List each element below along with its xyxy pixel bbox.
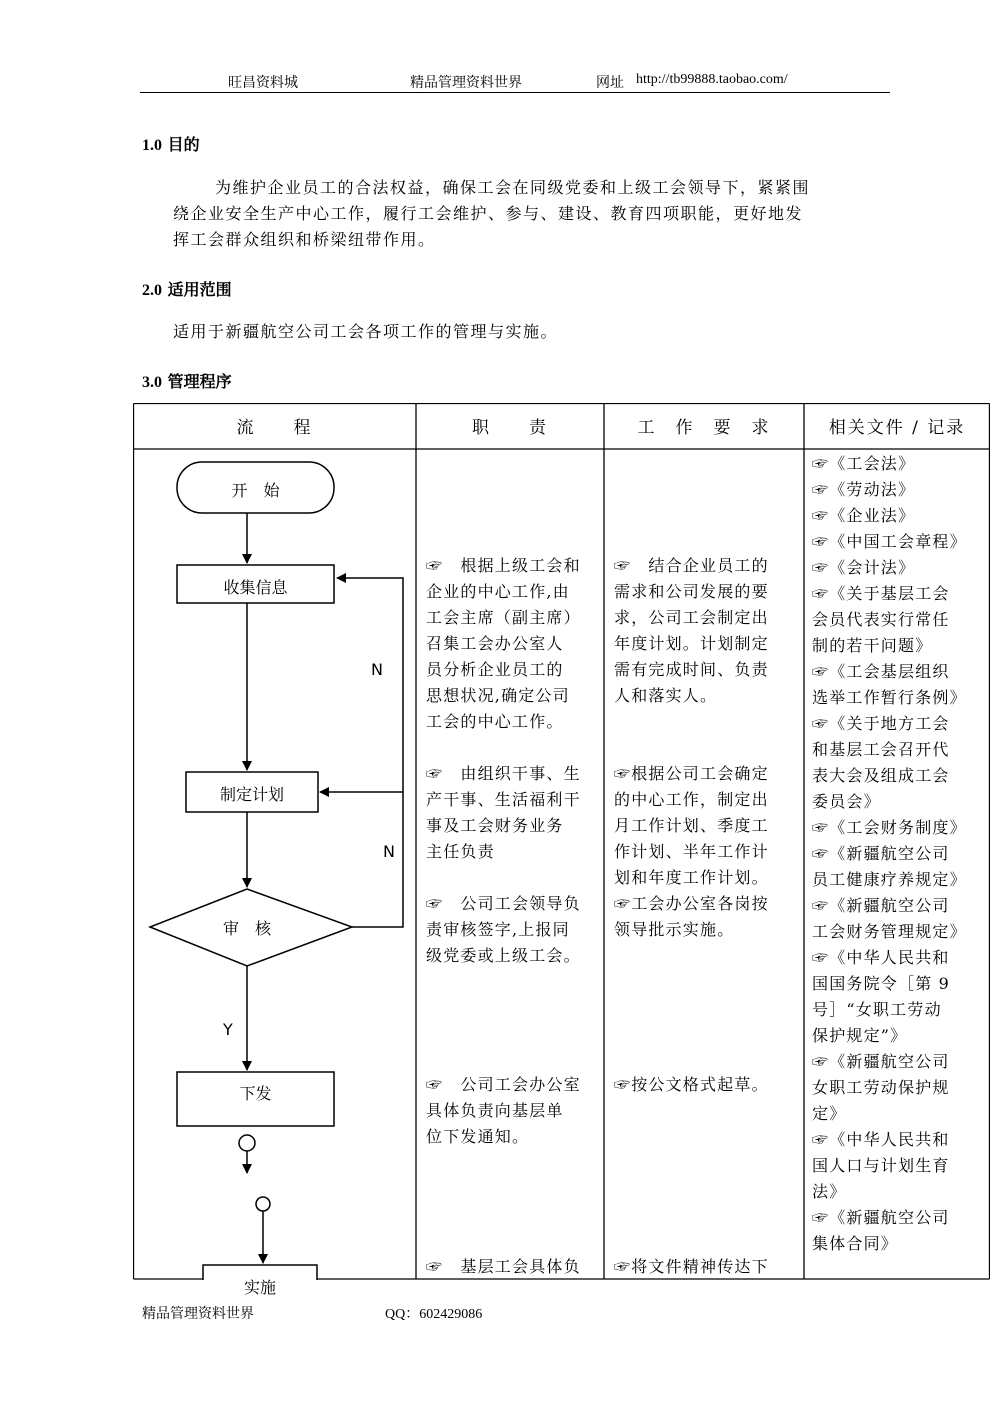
document-line: 国人口与计划生育: [812, 1156, 950, 1175]
flow-issue-label: 下发: [239, 1084, 272, 1103]
requirement-cell: [614, 553, 769, 709]
duty-line: 位下发通知。: [426, 1127, 530, 1146]
document-line: 集体合同》: [812, 1234, 899, 1253]
table-header-requirement: 工 作 要 求: [637, 418, 771, 438]
document-line: ☞《中华人民共和: [812, 1130, 950, 1149]
duty-line: 责审核签字,上报同: [426, 920, 570, 939]
section1-line-3: 挥工会群众组织和桥梁纽带作用。: [173, 230, 436, 249]
section3-heading: [142, 369, 232, 392]
document-line: ☞《工会基层组织: [812, 662, 950, 681]
requirement-line: ☞按公文格式起草。: [614, 1075, 769, 1094]
header-divider: [140, 92, 890, 93]
requirement-line: 的中心工作，制定出: [614, 790, 769, 809]
document-line: 国国务院令［第 9: [812, 974, 951, 993]
requirement-line: 划和年度工作计划。: [614, 868, 769, 887]
header-url[interactable]: http://tb99888.taobao.com/: [636, 72, 788, 87]
requirement-line: 领导批示实施。: [614, 920, 735, 939]
flow-yes-label: Y: [223, 1020, 233, 1039]
table-header-duty: 职 责: [472, 418, 548, 438]
duty-line: 级党委或上级工会。: [426, 946, 581, 965]
requirement-cell: [614, 1072, 769, 1098]
footer-qq: QQ：602429086: [385, 1307, 483, 1322]
document-line: 法》: [812, 1182, 847, 1201]
duty-line: 工会主席（副主席）: [426, 608, 581, 627]
section2-heading: [142, 277, 232, 300]
table-header-flow: 流 程: [236, 418, 313, 438]
duty-cell: [426, 891, 581, 969]
document-line: 和基层工会召开代: [812, 740, 950, 759]
duty-line: 工会的中心工作。: [426, 712, 564, 731]
requirement-line: 需求和公司发展的要: [614, 582, 769, 601]
flow-connector-2: [256, 1197, 270, 1211]
table-header-documents: 相关文件 / 记录: [828, 418, 966, 438]
duty-line: 产干事、生活福利干: [426, 790, 581, 809]
requirement-cell: [614, 761, 769, 891]
section2-text: 适用于新疆航空公司工会各项工作的管理与实施。: [173, 322, 559, 341]
document-line: ☞《工会法》: [812, 454, 916, 473]
requirement-cell: [614, 891, 769, 943]
header-center-text: 精品管理资料世界: [410, 76, 522, 91]
duty-cell: [426, 1072, 581, 1150]
document-line: ☞《会计法》: [812, 558, 916, 577]
document-line: 会员代表实行常任: [812, 610, 950, 629]
flow-loop-n-label-2: N: [383, 842, 395, 861]
document-line: 工会财务管理规定》: [812, 922, 967, 941]
requirement-line: 人和落实人。: [614, 686, 718, 705]
section2-title: 适用范围: [167, 280, 232, 299]
document-line: ☞《新疆航空公司: [812, 1052, 950, 1071]
document-line: 定》: [812, 1104, 847, 1123]
section1-line-1: 为维护企业员工的合法权益，确保工会在同级党委和上级工会领导下，紧紧围: [215, 178, 811, 197]
duty-line: 具体负责向基层单: [426, 1101, 564, 1120]
requirement-line: 需有完成时间、负责: [614, 660, 769, 679]
duty-line: ☞ 公司工会领导负: [426, 894, 581, 913]
flow-plan-label: 制定计划: [219, 785, 284, 804]
flow-review-label: 审 核: [222, 919, 271, 938]
document-line: ☞《中华人民共和: [812, 948, 950, 967]
header-url-label: 网址: [596, 76, 624, 91]
document-line: 员工健康疗养规定》: [812, 870, 967, 889]
section1-number: 1.0: [142, 137, 162, 154]
document-line: ☞《企业法》: [812, 506, 916, 525]
flow-implement-label: 实施: [243, 1278, 276, 1297]
duty-line: ☞ 公司工会办公室: [426, 1075, 581, 1094]
duty-line: 思想状况,确定公司: [426, 686, 570, 705]
document-line: 女职工劳动保护规: [812, 1078, 950, 1097]
requirement-line: 作计划、半年工作计: [614, 842, 769, 861]
section2-number: 2.0: [142, 282, 162, 299]
duty-line: 事及工会财务业务: [426, 816, 564, 835]
requirement-line: ☞ 结合企业员工的: [614, 556, 769, 575]
duty-cell: [426, 761, 581, 865]
requirement-line: ☞将文件精神传达下: [614, 1257, 769, 1276]
section1-heading: [142, 132, 200, 155]
requirement-line: 月工作计划、季度工: [614, 816, 769, 835]
section1-line-2: 绕企业安全生产中心工作，履行工会维护、参与、建设、教育四项职能，更好地发: [173, 204, 804, 223]
requirement-line: ☞工会办公室各岗按: [614, 894, 769, 913]
duty-line: ☞ 由组织干事、生: [426, 764, 581, 783]
duty-line: 召集工会办公室人: [426, 634, 564, 653]
document-line: 保护规定”》: [812, 1026, 908, 1045]
flow-connector-1: [239, 1135, 255, 1151]
document-line: ☞《关于基层工会: [812, 584, 950, 603]
section3-number: 3.0: [142, 374, 162, 391]
flow-collect-label: 收集信息: [223, 578, 288, 597]
document-line: 制的若干问题》: [812, 636, 933, 655]
document-line: ☞《新疆航空公司: [812, 844, 950, 863]
header-left-text: 旺昌资料城: [228, 76, 298, 91]
duty-cell: [426, 1254, 581, 1280]
section1-title: 目的: [167, 135, 200, 154]
requirement-line: ☞根据公司工会确定: [614, 764, 769, 783]
duty-line: ☞ 基层工会具体负: [426, 1257, 581, 1276]
duty-line: 主任负责: [426, 842, 495, 861]
document-line: ☞《关于地方工会: [812, 714, 950, 733]
requirement-cell: [614, 1254, 769, 1280]
requirement-line: 求，公司工会制定出: [614, 608, 769, 627]
document-line: 选举工作暂行条例》: [812, 688, 967, 707]
section3-title: 管理程序: [167, 372, 232, 391]
requirement-line: 年度计划。计划制定: [614, 634, 769, 653]
document-line: ☞《工会财务制度》: [812, 818, 967, 837]
document-line: ☞《新疆航空公司: [812, 1208, 950, 1227]
duty-line: 员分析企业员工的: [426, 660, 564, 679]
document-line: 表大会及组成工会: [812, 766, 950, 785]
flow-start-label: 开 始: [231, 481, 280, 500]
footer-left-text: 精品管理资料世界: [142, 1307, 254, 1322]
document-line: ☞《中国工会章程》: [812, 532, 967, 551]
document-line: 委员会》: [812, 792, 881, 811]
documents-cell: [812, 451, 967, 1257]
flow-loop-n-label-1: N: [371, 660, 383, 679]
document-line: ☞《新疆航空公司: [812, 896, 950, 915]
duty-line: ☞ 根据上级工会和: [426, 556, 581, 575]
duty-line: 企业的中心工作,由: [426, 582, 570, 601]
duty-cell: [426, 553, 581, 735]
document-line: ☞《劳动法》: [812, 480, 916, 499]
document-line: 号］“女职工劳动: [812, 1000, 942, 1019]
